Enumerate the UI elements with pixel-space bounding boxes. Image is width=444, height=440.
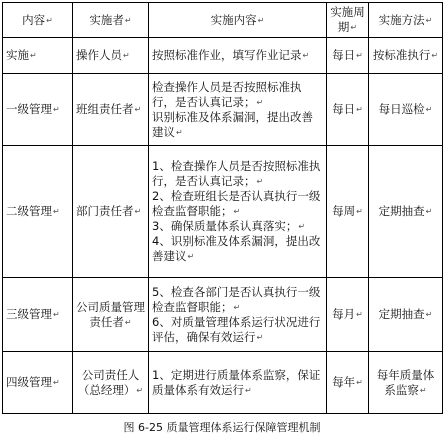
content-line: 6、对质量管理体系运行状况进行评估，确保有效运行↵ xyxy=(152,314,321,344)
actor-cell: 部门责任者↵ xyxy=(73,146,149,278)
content-cell xyxy=(149,38,327,74)
content-line: 识别标准及体系漏洞，提出改善建议↵ xyxy=(152,109,313,139)
content-cell xyxy=(149,74,327,146)
table-row xyxy=(3,352,443,414)
cycle-cell: 每日↵ xyxy=(327,38,369,74)
management-table xyxy=(2,2,443,414)
method-cell: 每日巡检↵ xyxy=(369,74,443,146)
table-row xyxy=(3,278,443,352)
actor-cell: 操作人员↵ xyxy=(73,38,149,74)
cycle-cell: 每年↵ xyxy=(327,352,369,414)
actor-cell: 班组责任者↵ xyxy=(73,74,149,146)
header-actor: 实施者↵ xyxy=(73,3,149,38)
cycle-cell: 每周↵ xyxy=(327,146,369,278)
content-line: 检查操作人员是否按照标准执行，是否认真记录；↵ xyxy=(152,79,302,109)
level-cell: 三级管理↵ xyxy=(3,278,73,352)
figure-caption: 图 6-25 质量管理体系运行保障管理机制 xyxy=(123,421,321,434)
header-row xyxy=(3,3,443,38)
header-method: 实施方法↵ xyxy=(369,3,443,38)
content-cell xyxy=(149,278,327,352)
actor-cell: 公司质量管理责任者↵ xyxy=(73,278,149,352)
cycle-cell: 每日↵ xyxy=(327,74,369,146)
actor-cell: 公司责任人（总经理）↵ xyxy=(73,352,149,414)
header-content: 内容↵ xyxy=(3,3,73,38)
cycle-cell: 每月↵ xyxy=(327,278,369,352)
method-cell: 定期抽查↵ xyxy=(369,146,443,278)
table-row xyxy=(3,74,443,146)
method-cell: 定期抽查↵ xyxy=(369,278,443,352)
header-cycle: 实施周期↵ xyxy=(327,3,369,38)
content-line: 5、检查各部门是否认真执行一级检查监督职能；↵ xyxy=(152,284,321,314)
content-cell xyxy=(149,352,327,414)
content-line: 1、定期进行质量体系监察，保证质量体系有效运行↵ xyxy=(152,367,321,397)
level-cell: 实施↵ xyxy=(3,38,73,74)
method-cell: 每年质量体系监察↵ xyxy=(369,352,443,414)
header-impl-content: 实施内容↵ xyxy=(149,3,327,38)
content-line: 按照标准作业，填写作业记录↵ xyxy=(152,48,310,62)
method-cell: 按标准执行↵ xyxy=(369,38,443,74)
level-cell: 四级管理↵ xyxy=(3,352,73,414)
content-line: 1、检查操作人员是否按照标准执行，是否认真记录；↵ xyxy=(152,159,321,188)
content-cell xyxy=(149,146,327,278)
content-line: 3、确保质量体系认真落实；↵ xyxy=(152,219,306,233)
content-line: 2、检查班组长是否认真执行一级检查监督职能；↵ xyxy=(152,189,321,218)
level-cell: 二级管理↵ xyxy=(3,146,73,278)
level-cell: 一级管理↵ xyxy=(3,74,73,146)
table-row xyxy=(3,146,443,278)
table-row xyxy=(3,38,443,74)
content-line: 4、识别标准及体系漏洞，提出改善建议↵ xyxy=(152,234,321,263)
